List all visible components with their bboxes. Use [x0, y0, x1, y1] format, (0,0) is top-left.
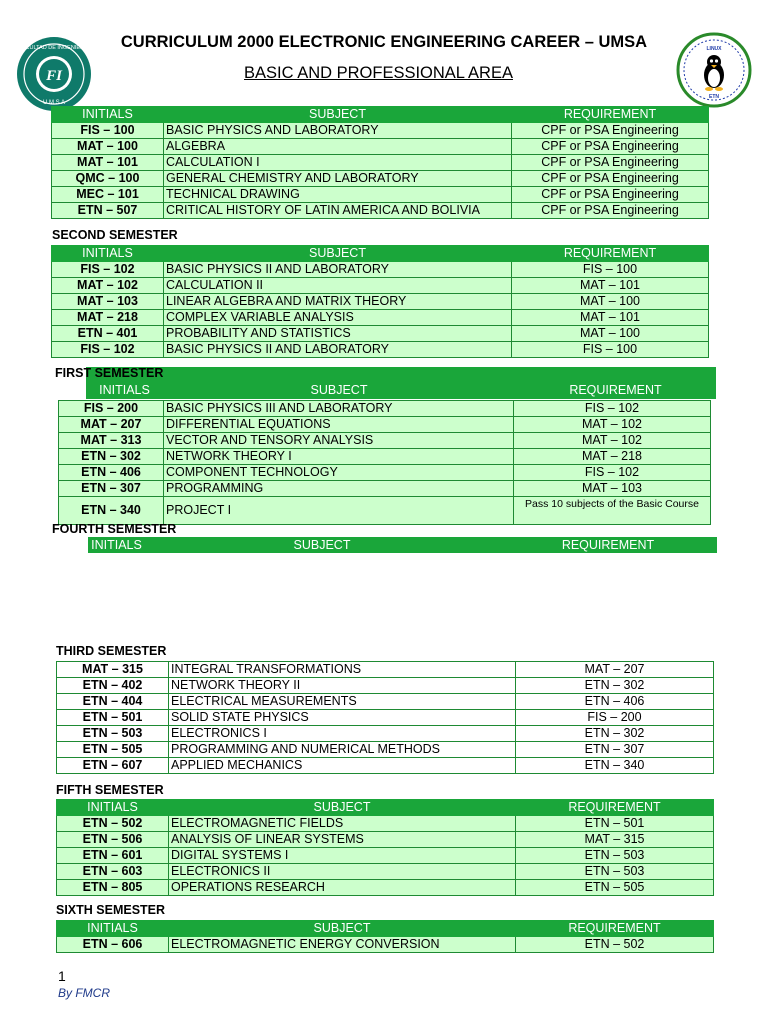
curriculum-table-3: [58, 400, 711, 525]
course-code: MAT – 102: [52, 278, 164, 294]
course-requirement: CPF or PSA Engineering: [512, 123, 709, 139]
course-subject: PROGRAMMING AND NUMERICAL METHODS: [169, 742, 516, 758]
course-subject: DIFFERENTIAL EQUATIONS: [164, 417, 514, 433]
header-initials: INITIALS: [52, 246, 164, 262]
course-requirement: MAT – 100: [512, 294, 709, 310]
course-code: QMC – 100: [52, 171, 164, 187]
course-code: ETN – 302: [59, 449, 164, 465]
course-requirement: ETN – 502: [516, 937, 714, 953]
logo-bottom-text: U M S A: [42, 100, 66, 106]
table-row: [52, 187, 709, 203]
table-4-header-bar: [88, 537, 717, 553]
course-subject: OPERATIONS RESEARCH: [169, 880, 516, 896]
table-row: [59, 449, 711, 465]
course-requirement: MAT – 103: [514, 481, 711, 497]
course-code: ETN – 307: [59, 481, 164, 497]
course-requirement: MAT – 315: [516, 832, 714, 848]
curriculum-table-4: [56, 661, 714, 774]
table-row: [57, 864, 714, 880]
logo-linux-text: LINUX: [706, 46, 722, 52]
table-row: [57, 726, 714, 742]
course-code: MAT – 207: [59, 417, 164, 433]
header-subject: SUBJECT: [169, 800, 516, 816]
table-row: [52, 262, 709, 278]
course-code: ETN – 507: [52, 203, 164, 219]
table-row: [57, 880, 714, 896]
course-requirement: ETN – 501: [516, 816, 714, 832]
header-requirement: REQUIREMENT: [516, 800, 714, 816]
table-row: [57, 848, 714, 864]
table-header-row: [52, 107, 709, 123]
course-subject: BASIC PHYSICS II AND LABORATORY: [164, 262, 512, 278]
table-row: [57, 758, 714, 774]
course-subject: COMPLEX VARIABLE ANALYSIS: [164, 310, 512, 326]
course-requirement: FIS – 102: [514, 465, 711, 481]
course-subject: PROGRAMMING: [164, 481, 514, 497]
table-row: [52, 203, 709, 219]
table-row: [52, 294, 709, 310]
course-subject: DIGITAL SYSTEMS I: [169, 848, 516, 864]
course-requirement: CPF or PSA Engineering: [512, 171, 709, 187]
header-requirement: REQUIREMENT: [569, 383, 662, 397]
table-row: [52, 123, 709, 139]
curriculum-table-6: [56, 920, 714, 953]
table-row: [52, 310, 709, 326]
course-requirement: CPF or PSA Engineering: [512, 187, 709, 203]
course-code: MAT – 218: [52, 310, 164, 326]
course-code: FIS – 102: [52, 342, 164, 358]
table-row: [59, 401, 711, 417]
table-row: [52, 278, 709, 294]
course-code: ETN – 805: [57, 880, 169, 896]
table-row: [57, 710, 714, 726]
course-requirement: ETN – 406: [516, 694, 714, 710]
course-subject: CRITICAL HISTORY OF LATIN AMERICA AND BOLIVIA: [164, 203, 512, 219]
course-subject: PROJECT I: [164, 497, 514, 525]
table-row: [57, 662, 714, 678]
course-code: MAT – 100: [52, 139, 164, 155]
course-requirement: MAT – 101: [512, 310, 709, 326]
course-subject: COMPONENT TECHNOLOGY: [164, 465, 514, 481]
course-subject: BASIC PHYSICS AND LABORATORY: [164, 123, 512, 139]
table-row: [57, 832, 714, 848]
table-row: [59, 465, 711, 481]
course-subject: PROBABILITY AND STATISTICS: [164, 326, 512, 342]
curriculum-table-1: [51, 106, 709, 219]
course-subject: ELECTROMAGNETIC FIELDS: [169, 816, 516, 832]
table-row: [52, 171, 709, 187]
course-requirement: FIS – 100: [512, 262, 709, 278]
course-code: ETN – 501: [57, 710, 169, 726]
header-requirement: REQUIREMENT: [512, 246, 709, 262]
header-subject: SUBJECT: [164, 246, 512, 262]
header-subject: SUBJECT: [293, 538, 351, 552]
course-requirement: MAT – 218: [514, 449, 711, 465]
course-requirement: MAT – 207: [516, 662, 714, 678]
curriculum-table-5: [56, 799, 714, 896]
table-row: [57, 742, 714, 758]
table-header-row: [57, 921, 714, 937]
course-subject: CALCULATION I: [164, 155, 512, 171]
section-label-sixth-semester: SIXTH SEMESTER: [56, 903, 166, 917]
page-number: 1: [58, 968, 66, 984]
course-requirement: ETN – 503: [516, 848, 714, 864]
course-subject: VECTOR AND TENSORY ANALYSIS: [164, 433, 514, 449]
section-label-second-semester: SECOND SEMESTER: [52, 228, 178, 242]
course-requirement: FIS – 100: [512, 342, 709, 358]
table-row: [59, 497, 711, 525]
course-code: FIS – 102: [52, 262, 164, 278]
course-subject: BASIC PHYSICS II AND LABORATORY: [164, 342, 512, 358]
course-subject: ELECTRONICS II: [169, 864, 516, 880]
course-requirement: ETN – 307: [516, 742, 714, 758]
table-row: [57, 694, 714, 710]
table-row: [52, 326, 709, 342]
course-code: FIS – 100: [52, 123, 164, 139]
table-row: [59, 433, 711, 449]
course-requirement: MAT – 100: [512, 326, 709, 342]
table-row: [59, 417, 711, 433]
page-subtitle: BASIC AND PROFESSIONAL AREA: [244, 64, 513, 82]
section-label-fifth-semester: FIFTH SEMESTER: [56, 783, 164, 797]
course-requirement: Pass 10 subjects of the Basic Course: [514, 497, 711, 525]
course-subject: ALGEBRA: [164, 139, 512, 155]
course-code: ETN – 603: [57, 864, 169, 880]
table-row: [52, 342, 709, 358]
course-requirement: FIS – 102: [514, 401, 711, 417]
course-requirement: ETN – 302: [516, 678, 714, 694]
course-code: MAT – 315: [57, 662, 169, 678]
course-requirement: ETN – 505: [516, 880, 714, 896]
logo-top-text: FACULTAD DE INGENIERIA: [18, 45, 90, 51]
course-subject: TECHNICAL DRAWING: [164, 187, 512, 203]
course-requirement: MAT – 102: [514, 417, 711, 433]
header-requirement: REQUIREMENT: [512, 107, 709, 123]
course-subject: INTEGRAL TRANSFORMATIONS: [169, 662, 516, 678]
table-header-row: [52, 246, 709, 262]
curriculum-table-2: [51, 245, 709, 358]
course-requirement: MAT – 102: [514, 433, 711, 449]
course-code: ETN – 505: [57, 742, 169, 758]
course-subject: LINEAR ALGEBRA AND MATRIX THEORY: [164, 294, 512, 310]
course-requirement: MAT – 101: [512, 278, 709, 294]
table-row: [57, 937, 714, 953]
logo-monogram: FI: [46, 68, 62, 84]
course-subject: GENERAL CHEMISTRY AND LABORATORY: [164, 171, 512, 187]
course-subject: SOLID STATE PHYSICS: [169, 710, 516, 726]
course-subject: BASIC PHYSICS III AND LABORATORY: [164, 401, 514, 417]
table-row: [52, 139, 709, 155]
header-requirement: REQUIREMENT: [516, 921, 714, 937]
course-code: ETN – 606: [57, 937, 169, 953]
course-code: FIS – 200: [59, 401, 164, 417]
section-label-fourth-semester: FOURTH SEMESTER: [52, 522, 177, 536]
course-code: ETN – 607: [57, 758, 169, 774]
course-code: ETN – 406: [59, 465, 164, 481]
course-subject: CALCULATION II: [164, 278, 512, 294]
course-subject: ELECTROMAGNETIC ENERGY CONVERSION: [169, 937, 516, 953]
course-code: MAT – 313: [59, 433, 164, 449]
course-code: MEC – 101: [52, 187, 164, 203]
course-code: MAT – 101: [52, 155, 164, 171]
author-byline: By FMCR: [58, 986, 110, 1000]
table-row: [57, 678, 714, 694]
section-label-first-semester: FIRST SEMESTER: [55, 366, 164, 380]
course-requirement: ETN – 340: [516, 758, 714, 774]
table-row: [57, 816, 714, 832]
header-initials: INITIALS: [57, 800, 169, 816]
course-requirement: CPF or PSA Engineering: [512, 155, 709, 171]
course-code: ETN – 340: [59, 497, 164, 525]
header-requirement: REQUIREMENT: [561, 538, 655, 552]
table-header-row: [57, 800, 714, 816]
course-code: ETN – 503: [57, 726, 169, 742]
course-subject: ELECTRONICS I: [169, 726, 516, 742]
course-subject: APPLIED MECHANICS: [169, 758, 516, 774]
course-code: ETN – 401: [52, 326, 164, 342]
course-code: MAT – 103: [52, 294, 164, 310]
header-initials: INITIALS: [91, 538, 142, 552]
course-code: ETN – 506: [57, 832, 169, 848]
course-subject: ANALYSIS OF LINEAR SYSTEMS: [169, 832, 516, 848]
course-code: ETN – 601: [57, 848, 169, 864]
course-requirement: ETN – 302: [516, 726, 714, 742]
course-requirement: ETN – 503: [516, 864, 714, 880]
table-row: [52, 155, 709, 171]
header-subject: SUBJECT: [310, 383, 368, 397]
header-initials: INITIALS: [99, 383, 150, 397]
course-requirement: CPF or PSA Engineering: [512, 203, 709, 219]
course-subject: ELECTRICAL MEASUREMENTS: [169, 694, 516, 710]
header-initials: INITIALS: [52, 107, 164, 123]
section-label-third-semester: THIRD SEMESTER: [56, 644, 167, 658]
course-code: ETN – 402: [57, 678, 169, 694]
course-subject: NETWORK THEORY I: [164, 449, 514, 465]
header-initials: INITIALS: [57, 921, 169, 937]
course-requirement: CPF or PSA Engineering: [512, 139, 709, 155]
header-subject: SUBJECT: [169, 921, 516, 937]
course-code: ETN – 502: [57, 816, 169, 832]
table-row: [59, 481, 711, 497]
course-code: ETN – 404: [57, 694, 169, 710]
header-subject: SUBJECT: [164, 107, 512, 123]
course-requirement: FIS – 200: [516, 710, 714, 726]
course-subject: NETWORK THEORY II: [169, 678, 516, 694]
logo-etn-text: ETN: [709, 94, 719, 100]
page-title: CURRICULUM 2000 ELECTRONIC ENGINEERING CAREER – UMSA: [120, 33, 648, 51]
table-3-header-bar: [86, 367, 716, 399]
